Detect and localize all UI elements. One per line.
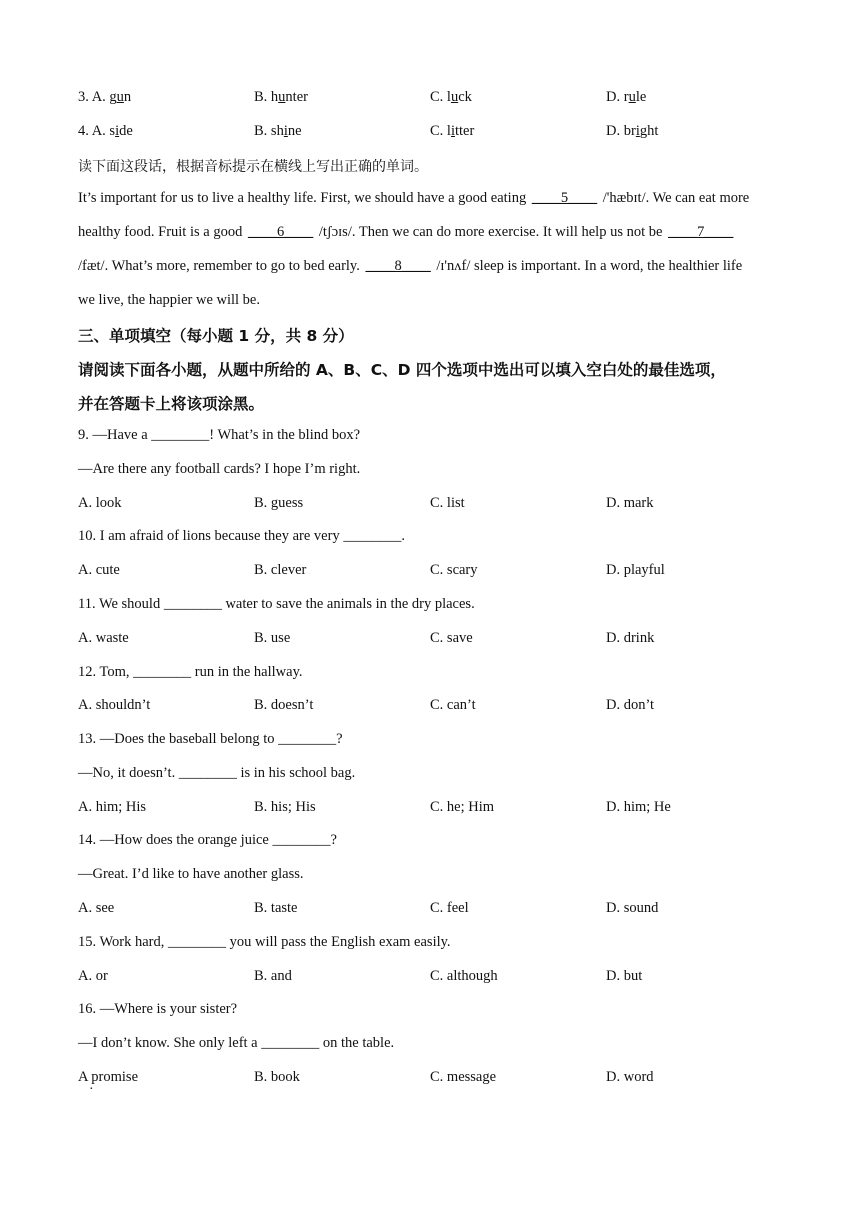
q3-option-c: C. luck [430,89,472,105]
q12-option-a: A. shouldn’t [78,697,151,713]
q9-option-c: C. list [430,495,465,511]
q10-option-d: D. playful [606,562,665,578]
section-instruction-2: 并在答题卡上将该项涂黑。 [78,395,265,413]
q11-option-d: D. drink [606,630,655,646]
q11-stem: 11. We should ________ water to save the animals in the dry places. [78,596,475,612]
q11-option-c: C. save [430,630,473,646]
q14-option-a: A. see [78,900,115,916]
section-instruction-1: 请阅读下面各小题，从题中所给的 A、B、C、D 四个选项中选出可以填入空白处的最佳选项， [78,361,726,379]
passage-line-3: /fæt/. What’s more, remember to go to bed early. ____8____ /ɪ'nʌf/ sleep is important. In a word, the healthier life [78,258,743,274]
passage-line-4: we live, the happier we will be. [78,292,260,308]
q3-option-d: D. rule [606,89,647,105]
q14-option-d: D. sound [606,900,659,916]
q3-number: 3. A. [78,89,110,105]
q14-stem-2: —Great. I’d like to have another glass. [78,866,304,882]
q14-stem: 14. —How does the orange juice ________? [78,832,337,848]
q13-stem-2: —No, it doesn’t. ________ is in his school bag. [78,765,356,781]
q4-option-a: 4. A. side [78,123,133,139]
q14-option-b: B. taste [254,900,298,916]
q15-stem: 15. Work hard, ________ you will pass the English exam easily. [78,934,451,950]
q15-option-c: C. although [430,968,498,984]
q15-option-d: D. but [606,968,643,984]
q10-option-b: B. clever [254,562,307,578]
q9-option-d: D. mark [606,495,654,511]
q3-a-mark: u [116,89,124,105]
q3-option-b: B. hunter [254,89,308,105]
blank-7: ____7____ [668,224,734,240]
q13-option-a: A. him; His [78,799,147,815]
q4-option-c: C. litter [430,123,475,139]
blank-5: ____5____ [531,190,598,206]
q9-option-a: A. look [78,495,122,511]
q9-stem: 9. —Have a ________! What’s in the blind box? [78,427,361,443]
q12-stem: 12. Tom, ________ run in the hallway. [78,664,303,680]
q16-option-d: D. word [606,1069,654,1085]
q11-option-a: A. waste [78,630,129,646]
q13-option-b: B. his; His [254,799,316,815]
q10-stem: 10. I am afraid of lions because they are very ________. [78,528,405,544]
q13-option-c: C. he; Him [430,799,495,815]
q4-option-d: D. bright [606,123,659,139]
stray-dot: · [89,1082,94,1097]
q10-option-c: C. scary [430,562,478,578]
q16-stem-2: —I don’t know. She only left a ________ on the table. [78,1035,395,1051]
q4-option-b: B. shine [254,123,302,139]
q12-option-c: C. can’t [430,697,476,713]
q16-stem: 16. —Where is your sister? [78,1001,238,1017]
q11-option-b: B. use [254,630,291,646]
section-heading: 三、单项填空（每小题 1 分，共 8 分） [78,327,354,345]
reading-instruction: 读下面这段话，根据音标提示在横线上写出正确的单词。 [78,159,428,175]
blank-6: ____6____ [247,224,314,240]
q13-stem: 13. —Does the baseball belong to ________? [78,731,343,747]
q16-option-a: A promise [78,1069,139,1085]
passage-line-2: healthy food. Fruit is a good ____6____ /tʃɔɪs/. Then we can do more exercise. It will help us not be ____7____ [78,224,734,240]
q14-option-c: C. feel [430,900,469,916]
blank-8: ____8____ [365,258,431,274]
q10-option-a: A. cute [78,562,120,578]
q9-stem-2: —Are there any football cards? I hope I’m right. [78,461,361,477]
q12-option-b: B. doesn’t [254,697,314,713]
q13-option-d: D. him; He [606,799,671,815]
q9-option-b: B. guess [254,495,304,511]
passage-line-1: It’s important for us to live a healthy life. First, we should have a good eating ____5____ /'hæbɪt/. We can eat more [78,190,750,206]
q15-option-a: A. or [78,968,108,984]
q3-option-a: 3. A. gun [78,89,132,105]
q16-option-b: B. book [254,1069,300,1085]
q12-option-d: D. don’t [606,697,655,713]
q15-option-b: B. and [254,968,292,984]
q16-option-c: C. message [430,1069,497,1085]
